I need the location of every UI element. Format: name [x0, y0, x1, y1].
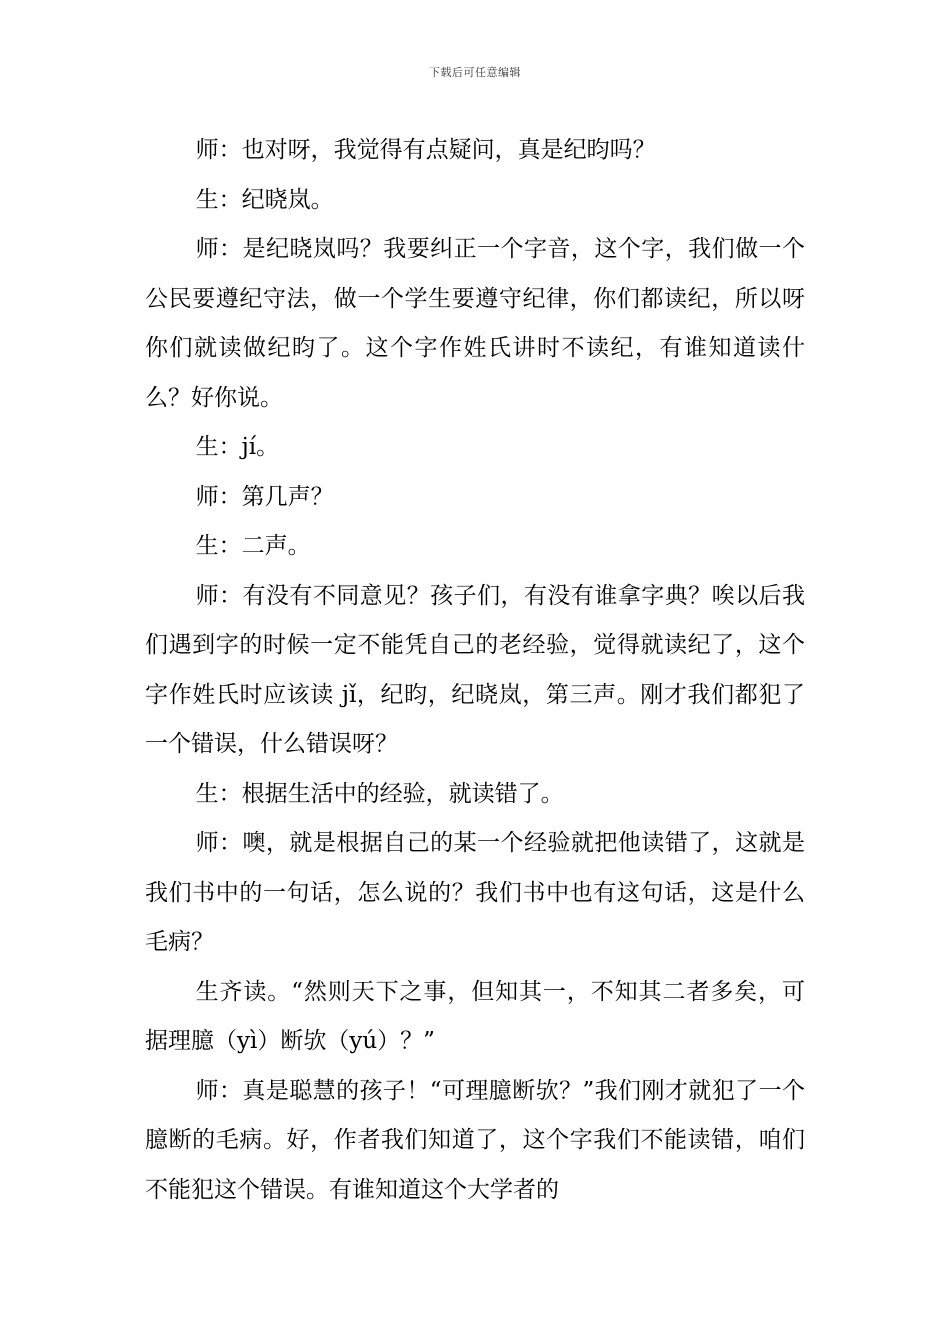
paragraph: 师：有没有不同意见？孩子们，有没有谁拿字典？唉以后我们遇到字的时候一定不能凭自己的老经验，觉得就读纪了，这个字作姓氏时应该读 jǐ，纪昀，纪晓岚，第三声。刚才我们都犯了一个错误，什么错误呀？: [145, 582, 805, 757]
paragraph: 师：噢，就是根据自己的某一个经验就把他读错了，这就是我们书中的一句话，怎么说的？我们书中也有这句话，这是什么毛病？: [145, 830, 805, 955]
paragraph: 生：纪晓岚。: [195, 186, 334, 213]
paragraph: 师：也对呀，我觉得有点疑问，真是纪昀吗？: [195, 137, 656, 163]
paragraph: 师：是纪晓岚吗？我要纠正一个字音，这个字，我们做一个公民要遵纪守法，做一个学生要遵守纪律，你们都读纪，所以呀你们就读做纪昀了。这个字作姓氏讲时不读纪，有谁知道读什么？好你说。: [145, 236, 805, 411]
paragraph: 生：根据生活中的经验，就读错了。: [195, 780, 564, 807]
paragraph: 师：真是聪慧的孩子！“可理臆断欤？”我们刚才就犯了一个臆断的毛病。好，作者我们知道了，这个字我们不能读错，咱们不能犯这个错误。有谁知道这个大学者的: [145, 1077, 805, 1203]
page-header: 下载后可任意编辑: [429, 66, 521, 79]
paragraph: 生齐读。“然则天下之事，但知其一，不知其二者多矣，可据理臆（yì）断欤（yú）？”: [145, 978, 805, 1054]
paragraph: 师：第几声？: [195, 483, 334, 510]
paragraph: 生：二声。: [195, 533, 311, 559]
paragraph: 生：jí。: [195, 434, 280, 460]
document-body: [145, 126, 805, 1215]
